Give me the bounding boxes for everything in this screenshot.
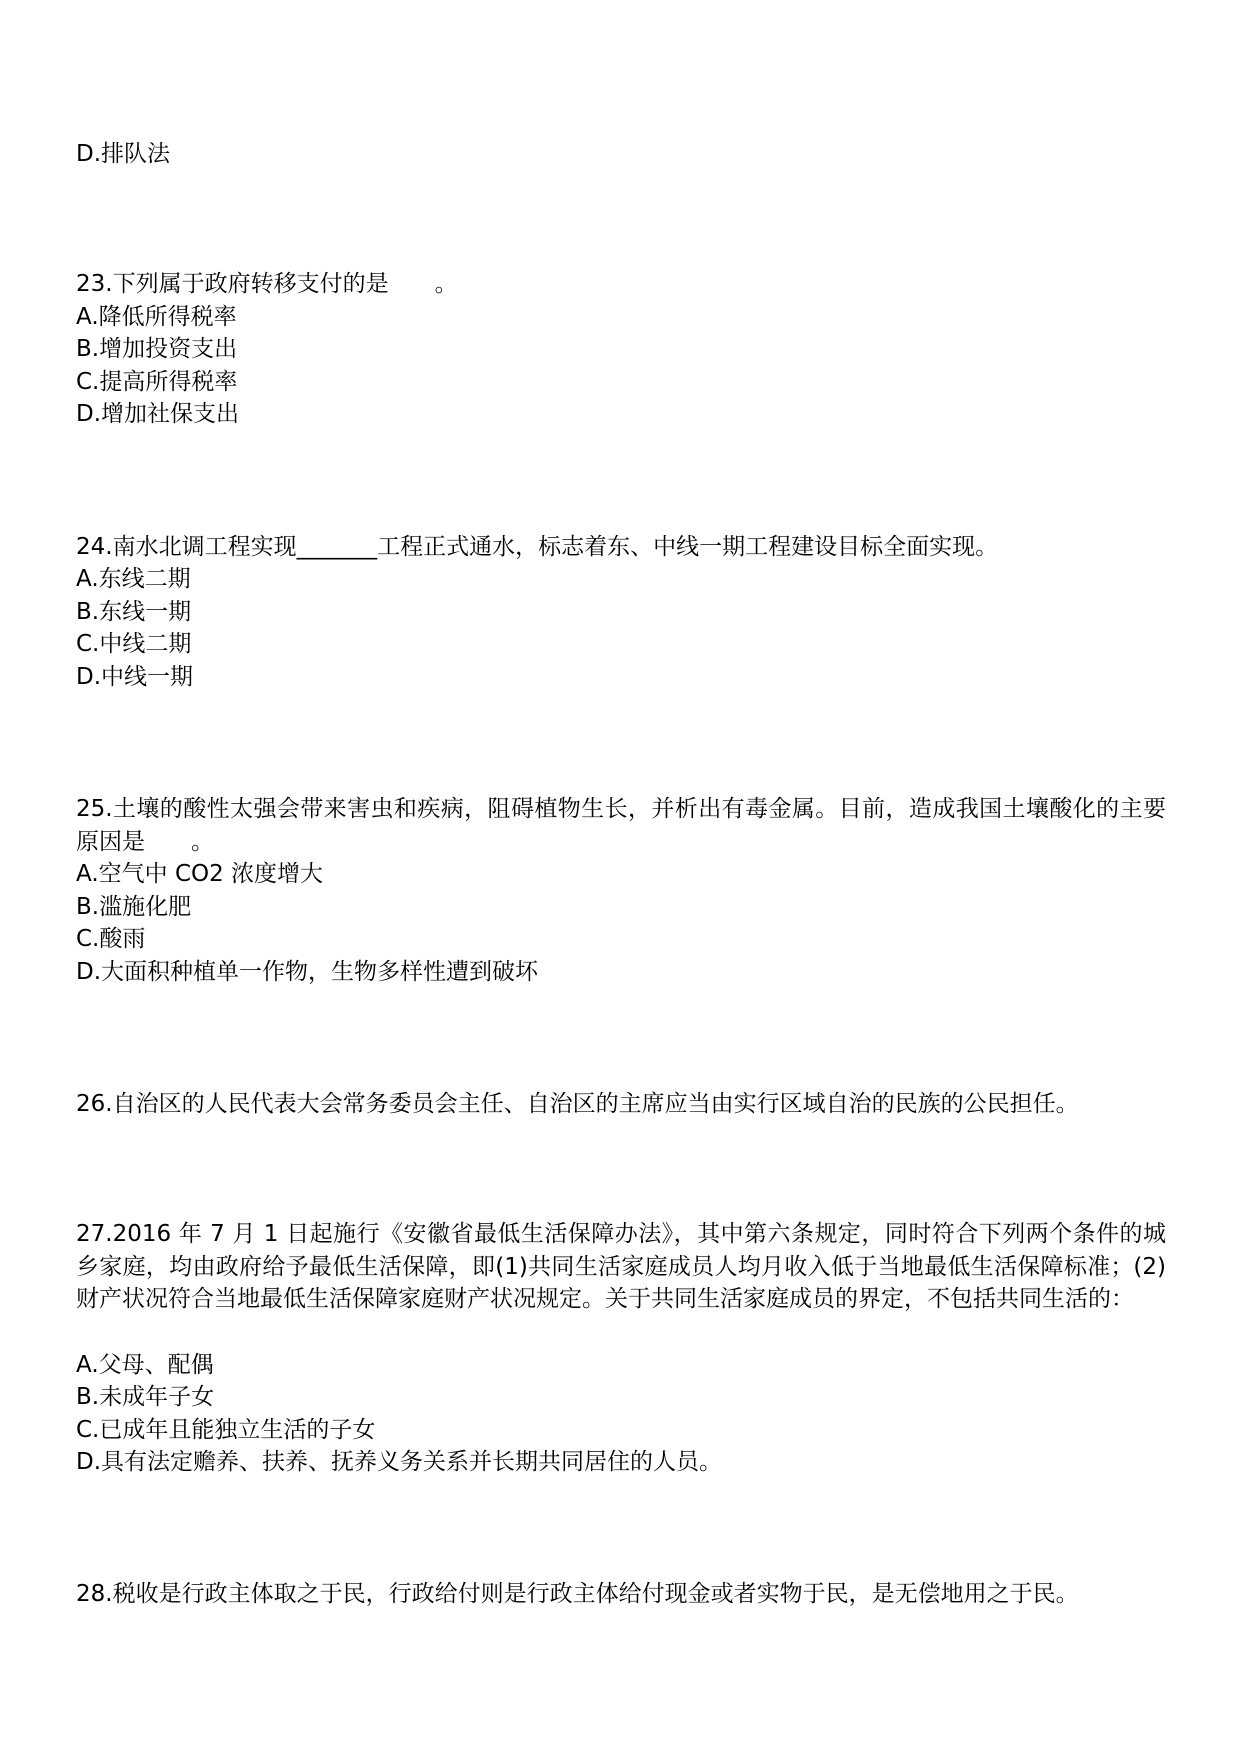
q27-option-d: D.具有法定赡养、扶养、抚养义务关系并长期共同居住的人员。 xyxy=(76,1449,723,1475)
q24-option-d: D.中线一期 xyxy=(76,664,194,690)
q23-stem: 23.下列属于政府转移支付的是 。 xyxy=(76,271,458,297)
q23-option-c: C.提高所得税率 xyxy=(76,369,238,395)
q23-option-b: B.增加投资支出 xyxy=(76,336,238,362)
q27-option-c: C.已成年且能独立生活的子女 xyxy=(76,1417,376,1443)
q26-stem: 26.自治区的人民代表大会常务委员会主任、自治区的主席应当由实行区域自治的民族的公民担任。 xyxy=(76,1091,1079,1117)
q23-option-d: D.增加社保支出 xyxy=(76,401,240,427)
q24-stem: 24.南水北调工程实现_______工程正式通水，标志着东、中线一期工程建设目标全面实现。 xyxy=(76,534,999,560)
q27-option-a: A.父母、配偶 xyxy=(76,1352,214,1378)
q25-option-b: B.滥施化肥 xyxy=(76,894,192,920)
q24-option-b: B.东线一期 xyxy=(76,599,192,625)
q25-option-a: A.空气中 CO2 浓度增大 xyxy=(76,861,324,887)
q27-stem: 27.2016 年 7 月 1 日起施行《安徽省最低生活保障办法》，其中第六条规定，同时符合下列两个条件的城乡家庭，均由政府给予最低生活保障，即(1)共同生活家庭成员人均月收入低于当地最低生活保障标准；(2)财产状况符合当地最低生活保障家庭财产状况规定。关于共同生活家庭成员的界定，不包括共同生活的： xyxy=(76,1221,1166,1312)
q24-option-c: C.中线二期 xyxy=(76,631,192,657)
q28-stem: 28.税收是行政主体取之于民，行政给付则是行政主体给付现金或者实物于民，是无偿地用之于民。 xyxy=(76,1581,1079,1607)
q23-option-a: A.降低所得税率 xyxy=(76,304,237,330)
prev-question-option-d: D.排队法 xyxy=(76,141,171,167)
q25-option-d: D.大面积种植单一作物，生物多样性遭到破坏 xyxy=(76,959,539,985)
q24-option-a: A.东线二期 xyxy=(76,566,191,592)
q25-option-c: C.酸雨 xyxy=(76,926,146,952)
q25-stem: 25.土壤的酸性太强会带来害虫和疾病，阻碍植物生长，并析出有毒金属。目前，造成我国土壤酸化的主要原因是 。 xyxy=(76,796,1166,855)
q27-option-b: B.未成年子女 xyxy=(76,1384,215,1410)
